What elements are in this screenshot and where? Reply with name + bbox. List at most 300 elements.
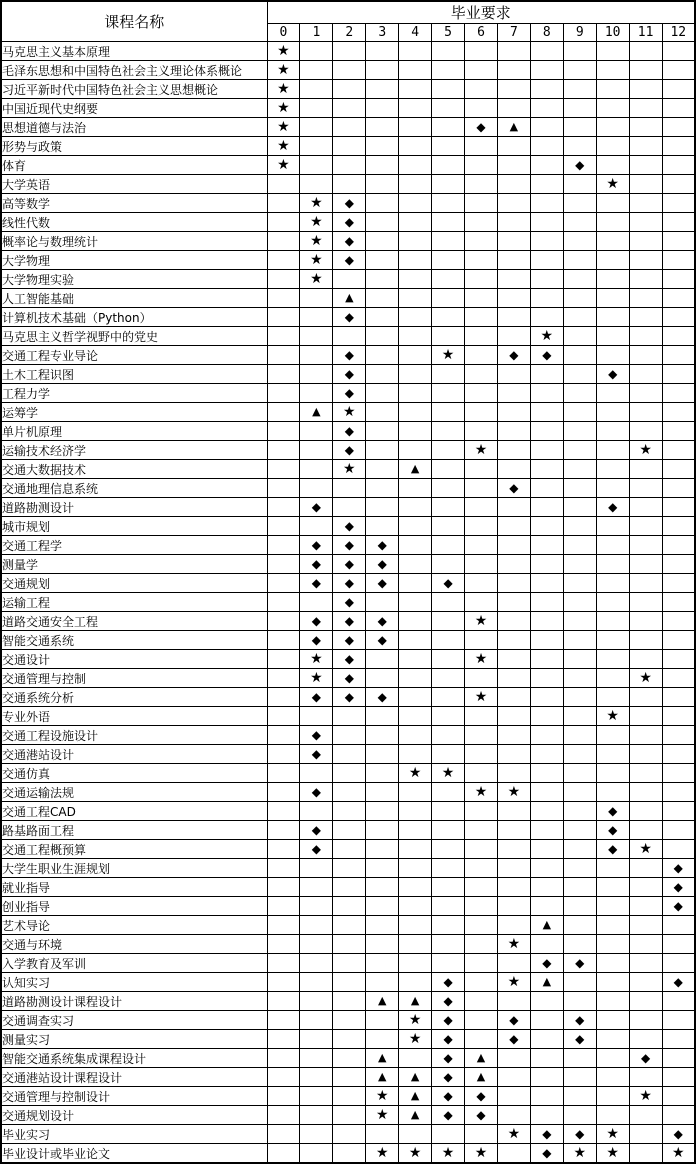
- empty-mark-cell: [366, 194, 399, 213]
- empty-mark-cell: [563, 289, 596, 308]
- empty-mark-cell: [530, 99, 563, 118]
- empty-mark-cell: [399, 118, 432, 137]
- empty-mark-cell: [366, 213, 399, 232]
- course-name: 毕业实习: [1, 1125, 267, 1144]
- empty-mark-cell: [662, 954, 695, 973]
- course-name: 交通规划设计: [1, 1106, 267, 1125]
- empty-mark-cell: [399, 688, 432, 707]
- empty-mark-cell: [267, 536, 300, 555]
- empty-mark-cell: [465, 916, 498, 935]
- course-name-header: 课程名称: [1, 1, 267, 42]
- empty-mark-cell: [497, 707, 530, 726]
- empty-mark-cell: [629, 783, 662, 802]
- empty-mark-cell: [662, 555, 695, 574]
- empty-mark-cell: [399, 232, 432, 251]
- empty-mark-cell: [629, 1030, 662, 1049]
- empty-mark-cell: [366, 840, 399, 859]
- empty-mark-cell: [629, 897, 662, 916]
- empty-mark-cell: [563, 574, 596, 593]
- mark-diamond-cell: ◆: [563, 954, 596, 973]
- course-name: 交通管理与控制设计: [1, 1087, 267, 1106]
- mark-diamond-cell: ◆: [333, 517, 366, 536]
- course-row: [1, 1011, 695, 1030]
- empty-mark-cell: [333, 783, 366, 802]
- empty-mark-cell: [267, 897, 300, 916]
- empty-mark-cell: [563, 1106, 596, 1125]
- mark-diamond-cell: ◆: [563, 1030, 596, 1049]
- empty-mark-cell: [399, 973, 432, 992]
- course-name: 测量学: [1, 555, 267, 574]
- mark-star-cell: ★: [465, 1144, 498, 1164]
- mark-diamond-cell: ◆: [432, 973, 465, 992]
- course-row: [1, 783, 695, 802]
- empty-mark-cell: [399, 574, 432, 593]
- course-name: 交通大数据技术: [1, 460, 267, 479]
- mark-diamond-cell: ◆: [530, 1125, 563, 1144]
- mark-diamond-cell: ◆: [596, 840, 629, 859]
- empty-mark-cell: [563, 859, 596, 878]
- mark-diamond-cell: ◆: [300, 745, 333, 764]
- empty-mark-cell: [497, 631, 530, 650]
- empty-mark-cell: [399, 194, 432, 213]
- empty-mark-cell: [300, 156, 333, 175]
- empty-mark-cell: [563, 935, 596, 954]
- empty-mark-cell: [563, 327, 596, 346]
- empty-mark-cell: [432, 175, 465, 194]
- course-name: 毛泽东思想和中国特色社会主义理论体系概论: [1, 61, 267, 80]
- mark-diamond-cell: ◆: [596, 498, 629, 517]
- empty-mark-cell: [300, 1011, 333, 1030]
- empty-mark-cell: [629, 346, 662, 365]
- empty-mark-cell: [662, 422, 695, 441]
- empty-mark-cell: [300, 1106, 333, 1125]
- requirement-col-label-10: 10: [596, 24, 629, 42]
- empty-mark-cell: [366, 973, 399, 992]
- course-row: [1, 574, 695, 593]
- empty-mark-cell: [596, 1106, 629, 1125]
- empty-mark-cell: [629, 365, 662, 384]
- course-row: [1, 707, 695, 726]
- empty-mark-cell: [530, 365, 563, 384]
- empty-mark-cell: [497, 460, 530, 479]
- course-row: [1, 61, 695, 80]
- empty-mark-cell: [432, 612, 465, 631]
- mark-star-cell: ★: [300, 270, 333, 289]
- mark-diamond-cell: ◆: [300, 688, 333, 707]
- mark-diamond-cell: ◆: [333, 574, 366, 593]
- mark-diamond-cell: ◆: [300, 612, 333, 631]
- empty-mark-cell: [497, 270, 530, 289]
- empty-mark-cell: [629, 764, 662, 783]
- empty-mark-cell: [530, 384, 563, 403]
- empty-mark-cell: [662, 99, 695, 118]
- empty-mark-cell: [465, 859, 498, 878]
- course-row: [1, 764, 695, 783]
- empty-mark-cell: [366, 935, 399, 954]
- mark-triangle-cell: ▲: [399, 1068, 432, 1087]
- empty-mark-cell: [596, 270, 629, 289]
- empty-mark-cell: [629, 935, 662, 954]
- mark-diamond-cell: ◆: [333, 650, 366, 669]
- empty-mark-cell: [596, 859, 629, 878]
- empty-mark-cell: [629, 270, 662, 289]
- empty-mark-cell: [629, 251, 662, 270]
- empty-mark-cell: [333, 498, 366, 517]
- empty-mark-cell: [629, 859, 662, 878]
- empty-mark-cell: [399, 517, 432, 536]
- empty-mark-cell: [432, 593, 465, 612]
- empty-mark-cell: [267, 1011, 300, 1030]
- mark-star-cell: ★: [629, 441, 662, 460]
- course-row: [1, 1125, 695, 1144]
- empty-mark-cell: [432, 688, 465, 707]
- course-name: 大学物理: [1, 251, 267, 270]
- empty-mark-cell: [366, 878, 399, 897]
- course-row: [1, 1087, 695, 1106]
- empty-mark-cell: [432, 631, 465, 650]
- course-row: [1, 42, 695, 61]
- empty-mark-cell: [497, 954, 530, 973]
- empty-mark-cell: [563, 688, 596, 707]
- empty-mark-cell: [333, 916, 366, 935]
- empty-mark-cell: [366, 745, 399, 764]
- empty-mark-cell: [399, 555, 432, 574]
- empty-mark-cell: [497, 232, 530, 251]
- empty-mark-cell: [300, 289, 333, 308]
- empty-mark-cell: [596, 384, 629, 403]
- empty-mark-cell: [563, 593, 596, 612]
- empty-mark-cell: [563, 726, 596, 745]
- empty-mark-cell: [596, 1049, 629, 1068]
- empty-mark-cell: [333, 745, 366, 764]
- mark-diamond-cell: ◆: [662, 859, 695, 878]
- mark-star-cell: ★: [300, 213, 333, 232]
- empty-mark-cell: [300, 99, 333, 118]
- mark-star-cell: ★: [333, 403, 366, 422]
- empty-mark-cell: [530, 631, 563, 650]
- empty-mark-cell: [333, 1030, 366, 1049]
- empty-mark-cell: [366, 232, 399, 251]
- empty-mark-cell: [629, 1125, 662, 1144]
- course-name: 交通港站设计: [1, 745, 267, 764]
- empty-mark-cell: [366, 498, 399, 517]
- course-row: [1, 517, 695, 536]
- empty-mark-cell: [530, 61, 563, 80]
- empty-mark-cell: [596, 897, 629, 916]
- course-row: [1, 878, 695, 897]
- empty-mark-cell: [662, 593, 695, 612]
- empty-mark-cell: [563, 555, 596, 574]
- empty-mark-cell: [432, 270, 465, 289]
- empty-mark-cell: [629, 517, 662, 536]
- course-name: 交通管理与控制: [1, 669, 267, 688]
- empty-mark-cell: [465, 897, 498, 916]
- empty-mark-cell: [596, 536, 629, 555]
- empty-mark-cell: [530, 460, 563, 479]
- empty-mark-cell: [465, 821, 498, 840]
- course-row: [1, 1030, 695, 1049]
- empty-mark-cell: [399, 631, 432, 650]
- empty-mark-cell: [497, 536, 530, 555]
- mark-star-cell: ★: [596, 1144, 629, 1164]
- course-name: 交通工程CAD: [1, 802, 267, 821]
- empty-mark-cell: [662, 935, 695, 954]
- empty-mark-cell: [596, 916, 629, 935]
- mark-diamond-cell: ◆: [497, 1011, 530, 1030]
- empty-mark-cell: [497, 175, 530, 194]
- empty-mark-cell: [662, 175, 695, 194]
- empty-mark-cell: [497, 574, 530, 593]
- course-row: [1, 650, 695, 669]
- empty-mark-cell: [432, 726, 465, 745]
- empty-mark-cell: [333, 42, 366, 61]
- mark-diamond-cell: ◆: [497, 479, 530, 498]
- course-name: 交通工程专业导论: [1, 346, 267, 365]
- empty-mark-cell: [530, 308, 563, 327]
- empty-mark-cell: [465, 327, 498, 346]
- empty-mark-cell: [662, 631, 695, 650]
- mark-triangle-cell: ▲: [465, 1068, 498, 1087]
- empty-mark-cell: [629, 1068, 662, 1087]
- table-header: [1, 1, 695, 42]
- empty-mark-cell: [300, 1144, 333, 1164]
- empty-mark-cell: [662, 707, 695, 726]
- empty-mark-cell: [399, 859, 432, 878]
- mark-star-cell: ★: [629, 840, 662, 859]
- empty-mark-cell: [465, 80, 498, 99]
- empty-mark-cell: [399, 308, 432, 327]
- mark-star-cell: ★: [300, 232, 333, 251]
- empty-mark-cell: [432, 878, 465, 897]
- empty-mark-cell: [300, 954, 333, 973]
- course-row: [1, 270, 695, 289]
- empty-mark-cell: [267, 783, 300, 802]
- empty-mark-cell: [662, 840, 695, 859]
- empty-mark-cell: [432, 935, 465, 954]
- empty-mark-cell: [596, 289, 629, 308]
- course-name: 交通工程设施设计: [1, 726, 267, 745]
- empty-mark-cell: [563, 897, 596, 916]
- empty-mark-cell: [629, 802, 662, 821]
- empty-mark-cell: [530, 783, 563, 802]
- empty-mark-cell: [662, 783, 695, 802]
- course-row: [1, 1068, 695, 1087]
- empty-mark-cell: [662, 346, 695, 365]
- empty-mark-cell: [596, 1011, 629, 1030]
- empty-mark-cell: [432, 156, 465, 175]
- empty-mark-cell: [465, 498, 498, 517]
- empty-mark-cell: [267, 650, 300, 669]
- empty-mark-cell: [399, 802, 432, 821]
- empty-mark-cell: [596, 403, 629, 422]
- empty-mark-cell: [563, 194, 596, 213]
- empty-mark-cell: [596, 99, 629, 118]
- empty-mark-cell: [399, 80, 432, 99]
- empty-mark-cell: [563, 422, 596, 441]
- mark-diamond-cell: ◆: [432, 574, 465, 593]
- empty-mark-cell: [662, 1049, 695, 1068]
- course-name: 交通系统分析: [1, 688, 267, 707]
- mark-diamond-cell: ◆: [497, 346, 530, 365]
- empty-mark-cell: [300, 878, 333, 897]
- empty-mark-cell: [596, 726, 629, 745]
- mark-triangle-cell: ▲: [333, 289, 366, 308]
- empty-mark-cell: [497, 441, 530, 460]
- mark-star-cell: ★: [465, 441, 498, 460]
- course-row: [1, 232, 695, 251]
- empty-mark-cell: [432, 327, 465, 346]
- mark-triangle-cell: ▲: [497, 118, 530, 137]
- mark-star-cell: ★: [497, 1125, 530, 1144]
- empty-mark-cell: [563, 42, 596, 61]
- course-row: [1, 137, 695, 156]
- empty-mark-cell: [267, 308, 300, 327]
- empty-mark-cell: [497, 213, 530, 232]
- course-name: 交通工程概预算: [1, 840, 267, 859]
- empty-mark-cell: [563, 270, 596, 289]
- empty-mark-cell: [662, 327, 695, 346]
- empty-mark-cell: [432, 1125, 465, 1144]
- empty-mark-cell: [267, 745, 300, 764]
- empty-mark-cell: [432, 251, 465, 270]
- empty-mark-cell: [465, 479, 498, 498]
- course-name: 大学物理实验: [1, 270, 267, 289]
- empty-mark-cell: [662, 61, 695, 80]
- empty-mark-cell: [366, 669, 399, 688]
- empty-mark-cell: [399, 137, 432, 156]
- mark-star-cell: ★: [530, 327, 563, 346]
- empty-mark-cell: [333, 80, 366, 99]
- empty-mark-cell: [629, 593, 662, 612]
- mark-diamond-cell: ◆: [465, 1106, 498, 1125]
- empty-mark-cell: [432, 745, 465, 764]
- empty-mark-cell: [596, 1087, 629, 1106]
- course-row: [1, 479, 695, 498]
- course-row: [1, 612, 695, 631]
- empty-mark-cell: [366, 118, 399, 137]
- empty-mark-cell: [497, 137, 530, 156]
- empty-mark-cell: [497, 726, 530, 745]
- empty-mark-cell: [465, 99, 498, 118]
- empty-mark-cell: [399, 897, 432, 916]
- empty-mark-cell: [629, 536, 662, 555]
- empty-mark-cell: [596, 783, 629, 802]
- empty-mark-cell: [497, 555, 530, 574]
- mark-diamond-cell: ◆: [333, 688, 366, 707]
- empty-mark-cell: [662, 726, 695, 745]
- empty-mark-cell: [596, 935, 629, 954]
- empty-mark-cell: [465, 707, 498, 726]
- course-name: 概率论与数理统计: [1, 232, 267, 251]
- empty-mark-cell: [662, 1068, 695, 1087]
- empty-mark-cell: [465, 403, 498, 422]
- empty-mark-cell: [530, 232, 563, 251]
- empty-mark-cell: [300, 42, 333, 61]
- mark-diamond-cell: ◆: [333, 251, 366, 270]
- mark-triangle-cell: ▲: [530, 916, 563, 935]
- empty-mark-cell: [662, 365, 695, 384]
- mark-diamond-cell: ◆: [333, 536, 366, 555]
- empty-mark-cell: [629, 175, 662, 194]
- empty-mark-cell: [399, 821, 432, 840]
- empty-mark-cell: [333, 137, 366, 156]
- requirement-col-label-2: 2: [333, 24, 366, 42]
- empty-mark-cell: [629, 498, 662, 517]
- empty-mark-cell: [300, 137, 333, 156]
- empty-mark-cell: [432, 802, 465, 821]
- course-name: 马克思主义基本原理: [1, 42, 267, 61]
- course-name: 单片机原理: [1, 422, 267, 441]
- mark-star-cell: ★: [465, 688, 498, 707]
- empty-mark-cell: [432, 80, 465, 99]
- empty-mark-cell: [497, 840, 530, 859]
- empty-mark-cell: [300, 441, 333, 460]
- empty-mark-cell: [596, 308, 629, 327]
- empty-mark-cell: [333, 859, 366, 878]
- empty-mark-cell: [399, 327, 432, 346]
- empty-mark-cell: [300, 802, 333, 821]
- empty-mark-cell: [563, 517, 596, 536]
- empty-mark-cell: [465, 745, 498, 764]
- mark-star-cell: ★: [399, 764, 432, 783]
- course-row: [1, 251, 695, 270]
- empty-mark-cell: [497, 688, 530, 707]
- empty-mark-cell: [497, 593, 530, 612]
- course-name: 马克思主义哲学视野中的党史: [1, 327, 267, 346]
- mark-star-cell: ★: [366, 1144, 399, 1164]
- empty-mark-cell: [497, 897, 530, 916]
- empty-mark-cell: [530, 574, 563, 593]
- empty-mark-cell: [267, 802, 300, 821]
- empty-mark-cell: [563, 460, 596, 479]
- empty-mark-cell: [366, 954, 399, 973]
- requirement-col-label-5: 5: [432, 24, 465, 42]
- empty-mark-cell: [530, 194, 563, 213]
- empty-mark-cell: [465, 365, 498, 384]
- mark-star-cell: ★: [465, 650, 498, 669]
- empty-mark-cell: [432, 194, 465, 213]
- mark-star-cell: ★: [596, 175, 629, 194]
- empty-mark-cell: [399, 42, 432, 61]
- empty-mark-cell: [563, 707, 596, 726]
- empty-mark-cell: [399, 954, 432, 973]
- empty-mark-cell: [497, 384, 530, 403]
- mark-triangle-cell: ▲: [366, 1049, 399, 1068]
- empty-mark-cell: [497, 669, 530, 688]
- empty-mark-cell: [267, 954, 300, 973]
- empty-mark-cell: [563, 137, 596, 156]
- empty-mark-cell: [629, 650, 662, 669]
- empty-mark-cell: [530, 517, 563, 536]
- empty-mark-cell: [432, 536, 465, 555]
- empty-mark-cell: [399, 156, 432, 175]
- empty-mark-cell: [596, 650, 629, 669]
- empty-mark-cell: [300, 61, 333, 80]
- course-name: 交通地理信息系统: [1, 479, 267, 498]
- course-row: [1, 555, 695, 574]
- empty-mark-cell: [530, 1106, 563, 1125]
- empty-mark-cell: [333, 479, 366, 498]
- empty-mark-cell: [629, 61, 662, 80]
- mark-diamond-cell: ◆: [333, 422, 366, 441]
- course-name: 道路勘测设计课程设计: [1, 992, 267, 1011]
- empty-mark-cell: [432, 384, 465, 403]
- empty-mark-cell: [662, 137, 695, 156]
- course-name: 道路勘测设计: [1, 498, 267, 517]
- empty-mark-cell: [497, 99, 530, 118]
- empty-mark-cell: [530, 1087, 563, 1106]
- empty-mark-cell: [497, 650, 530, 669]
